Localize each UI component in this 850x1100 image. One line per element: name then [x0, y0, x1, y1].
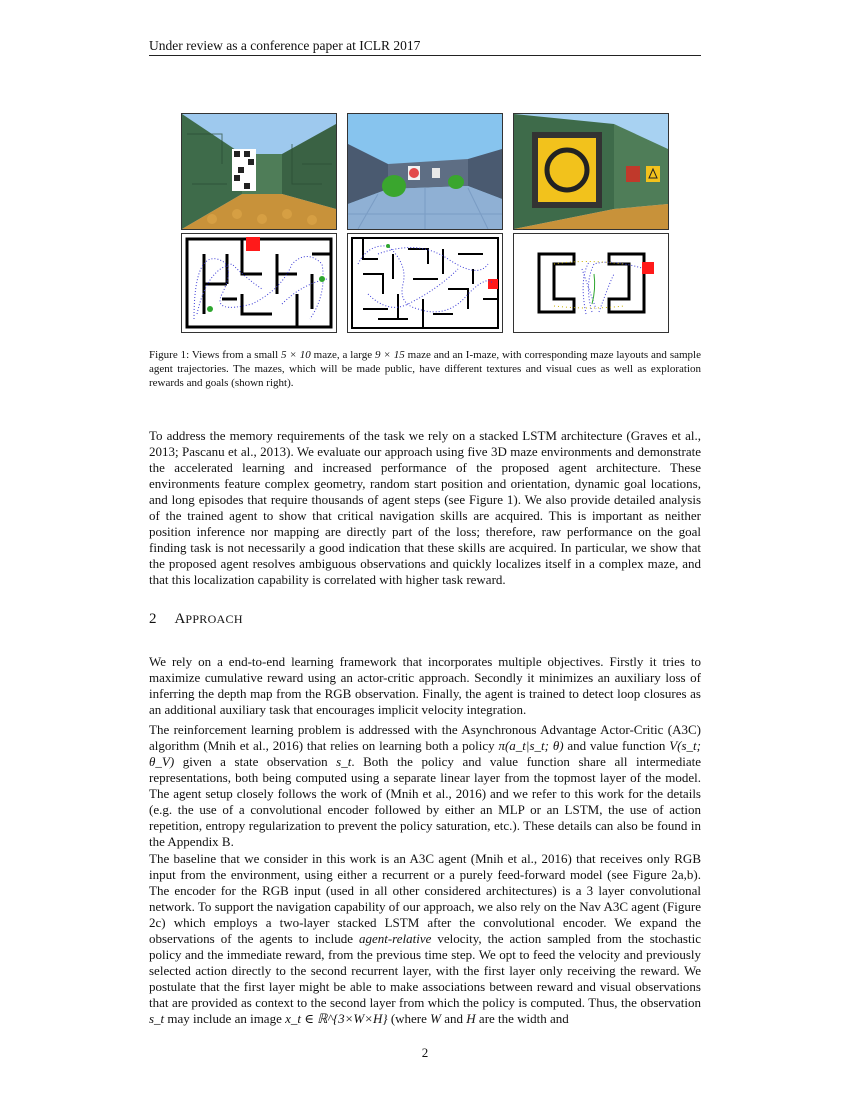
paragraph-baseline: The baseline that we consider in this work is an A3C agent (Mnih et al., 2016) that receives only RGB input from the environment, using either a recurrent or a purely feed-forward model (see Figure 2a,b). The encoder for the RGB input (used in all other considered architectures) is a 3 layer convolutional network. To support the navigation capability of our approach, we also rely on the Nav A3C agent (Figure 2c) which employs a two-layer stacked LSTM after the convolutional encoder. We expand the observations of the agents to include agent-relative velocity, the action sampled from the stochastic policy and the immediate reward, from the previous time step. We opt to feed the velocity and previously selected action directly to the second recurrent layer, with the first layer only receiving the reward. We postulate that the first layer might be able to make associations between reward and visual observations that are provided as context to the second layer from which the policy is computed. Thus, the observation s_t may include an image x_t ∈ ℝ^{3×W×H} (where W and H are the width and — [149, 851, 701, 1026]
running-header: Under review as a conference paper at ICLR 2017 — [149, 38, 421, 53]
page-number: 2 — [421, 1045, 429, 1060]
layout-large-maze — [347, 233, 503, 333]
figure-caption: Figure 1: Views from a small 5 × 10 maze, a large 9 × 15 maze and an I-maze, with corresponding maze layouts and sample agent trajectories. The mazes, which will be made public, have different textures and visual cues as well as exploration rewards and goals (shown right). — [149, 349, 701, 389]
view-small-maze — [181, 113, 337, 230]
view-large-maze — [347, 113, 503, 230]
paragraph-rl: The reinforcement learning problem is addressed with the Asynchronous Advantage Actor-Critic (A3C) algorithm (Mnih et al., 2016) that relies on learning both a policy π(a_t|s_t; θ) and value function V(s_t; θ_V) given a state observation s_t. Both the policy and value function share all intermediate representations, both being computed using a separate linear layer from the topmost layer of the model. The agent setup closely follows the work of (Mnih et al., 2016) and we refer to this work for the details (e.g. the use of a convolutional encoder followed by either an MLP or an LSTM, the use of action repetition, entropy regularization to prevent the policy saturation, etc.). These details can also be found in the Appendix B. — [149, 722, 701, 849]
header-rule — [149, 55, 701, 56]
section-heading: 2 APPROACH — [149, 611, 243, 627]
view-i-maze — [513, 113, 669, 230]
paragraph-approach: We rely on a end-to-end learning framework that incorporates multiple objectives. Firstly it tries to maximize cumulative reward using an actor-critic approach. Secondly it minimizes an auxiliary loss of inferring the depth map from the RGB observation. Finally, the agent is trained to detect loop closures as an additional auxiliary task that encourages implicit velocity integration. — [149, 654, 701, 717]
layout-i-maze — [513, 233, 669, 333]
layout-small-maze — [181, 233, 337, 333]
paragraph-intro: To address the memory requirements of the task we rely on a stacked LSTM architecture (Graves et al., 2013; Pascanu et al., 2013). We evaluate our approach using five 3D maze environments and demonstrate the accelerated learning and increased performance of the proposed agent architecture. These environments feature complex geometry, random start position and orientation, dynamic goal locations, and long episodes that require thousands of agent steps (see Figure 1). We also provide detailed analysis of the trained agent to show that critical navigation skills are acquired. This is important as neither position inference nor mapping are directly part of the loss; therefore, raw performance on the goal finding task is not necessarily a good indication that these skills are acquired. In particular, we show that the proposed agent resolves ambiguous observations and quickly localizes itself in a complex maze, and that this localization capability is correlated with higher task reward. — [149, 428, 701, 587]
